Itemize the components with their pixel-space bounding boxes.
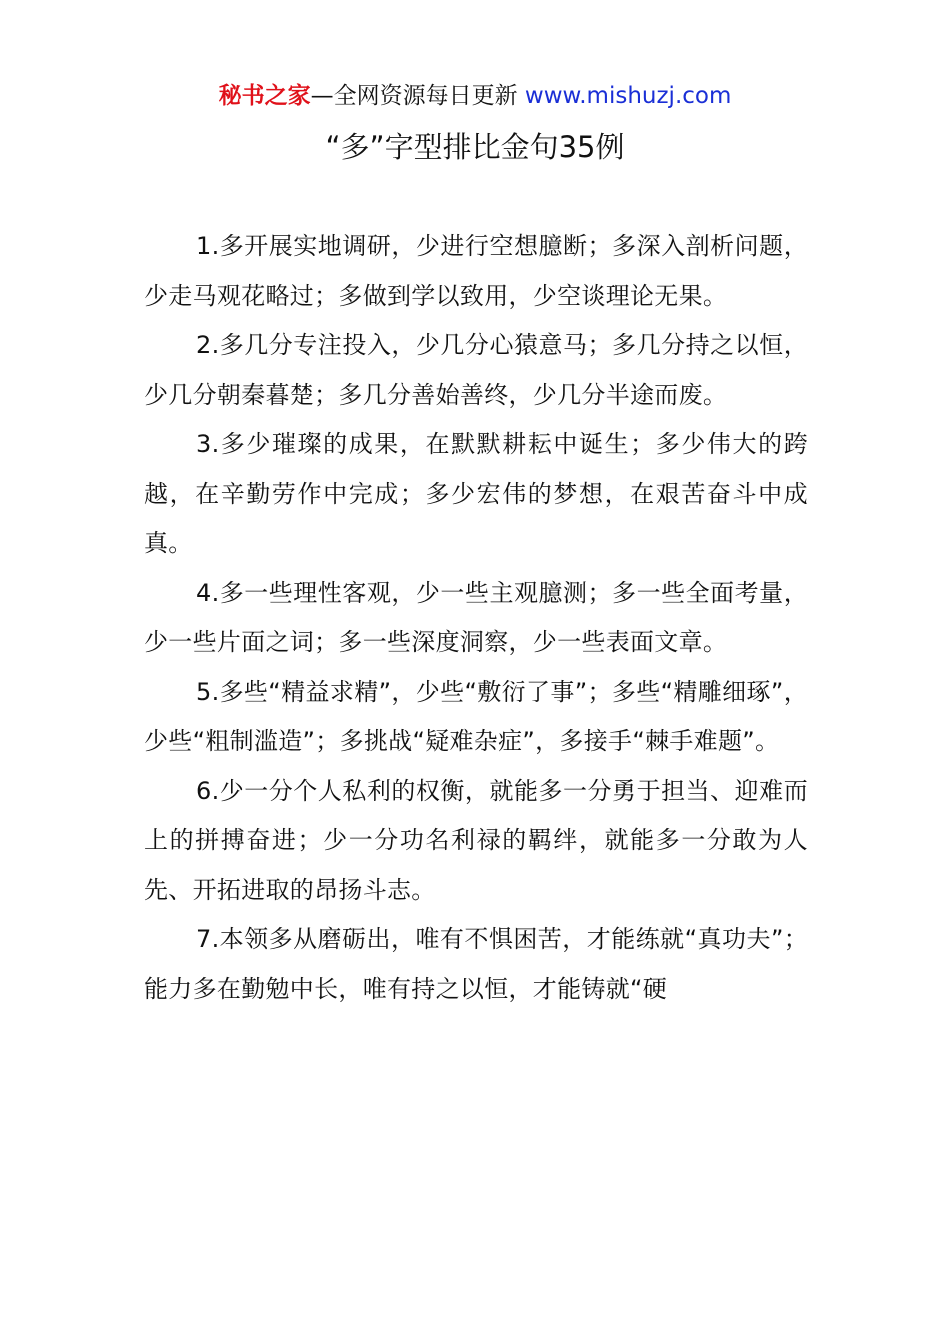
site-tagline: —全网资源每日更新 [310, 83, 518, 109]
document-body [144, 222, 808, 1014]
paragraph-4: 4.多一些理性客观，少一些主观臆测；多一些全面考量，少一些片面之词；多一些深度洞察，少一些表面文章。 [144, 578, 808, 656]
document-title: “多”字型排比金句35例 [325, 130, 625, 164]
paragraph-6: 6.少一分个人私利的权衡，就能多一分勇于担当、迎难而上的拼搏奋进；少一分功名利禄的羁绊，就能多一分敢为人先、开拓进取的昂扬斗志。 [144, 776, 808, 904]
paragraph-7: 7.本领多从磨砺出，唯有不惧困苦，才能练就“真功夫”；能力多在勤勉中长，唯有持之以恒，才能铸就“硬 [144, 925, 808, 1003]
paragraph-2: 2.多几分专注投入，少几分心猿意马；多几分持之以恒，少几分朝秦暮楚；多几分善始善终，少几分半途而废。 [144, 331, 808, 409]
site-url[interactable]: www.mishuzj.com [524, 83, 732, 109]
paragraph-5: 5.多些“精益求精”，少些“敷衍了事”；多些“精雕细琢”，少些“粗制滥造”；多挑战“疑难杂症”，多接手“棘手难题”。 [144, 677, 808, 755]
paragraph-3: 3.多少璀璨的成果，在默默耕耘中诞生；多少伟大的跨越，在辛勤劳作中完成；多少宏伟的梦想，在艰苦奋斗中成真。 [144, 430, 808, 557]
paragraph-1: 1.多开展实地调研，少进行空想臆断；多深入剖析问题，少走马观花略过；多做到学以致用，少空谈理论无果。 [144, 232, 808, 310]
site-header [0, 80, 950, 112]
brand-name: 秘书之家 [218, 83, 311, 109]
